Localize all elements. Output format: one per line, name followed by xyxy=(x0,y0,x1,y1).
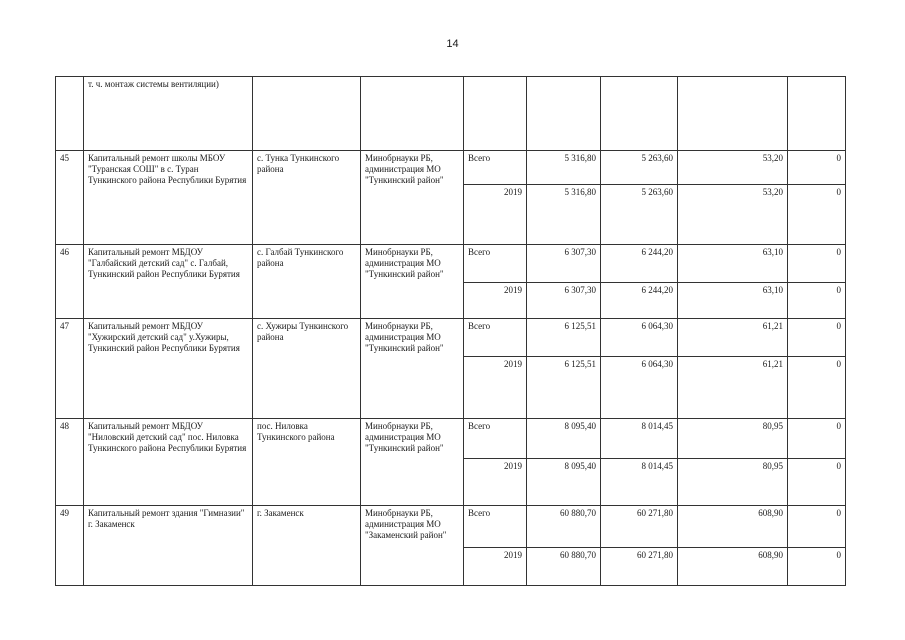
table-row xyxy=(56,506,846,548)
cell-amount-total: 5 316,80 xyxy=(527,151,601,185)
cell-amount-other: 0 xyxy=(788,245,846,283)
cell-name: Капитальный ремонт МБДОУ "Ниловский детский сад" пос. Ниловка Тункинского района Республики Бурятия xyxy=(84,419,253,506)
cell-period: 2019 xyxy=(464,357,527,419)
table-row xyxy=(56,319,846,357)
cell-period: 2019 xyxy=(464,459,527,506)
cell-amount-federal: 6 064,30 xyxy=(601,319,678,357)
cell-amount-total: 8 095,40 xyxy=(527,459,601,506)
cell-customer: Минобрнауки РБ, администрация МО "Тункинский район" xyxy=(361,419,464,506)
cell-customer: Минобрнауки РБ, администрация МО "Тункинский район" xyxy=(361,319,464,419)
cell-amount-regional: 53,20 xyxy=(678,151,788,185)
cell-period: 2019 xyxy=(464,283,527,319)
cell-amount-regional: 80,95 xyxy=(678,459,788,506)
cell-amount-federal: 6 244,20 xyxy=(601,283,678,319)
cell-period: Всего xyxy=(464,506,527,548)
cell-amount-other xyxy=(788,77,846,151)
cell-location xyxy=(253,77,361,151)
cell-period: Всего xyxy=(464,419,527,459)
cell-amount-federal: 6 064,30 xyxy=(601,357,678,419)
table-row xyxy=(56,151,846,185)
cell-amount-other: 0 xyxy=(788,185,846,245)
page-number: 14 xyxy=(446,38,459,50)
cell-amount-other: 0 xyxy=(788,459,846,506)
cell-period: 2019 xyxy=(464,185,527,245)
cell-amount-federal: 5 263,60 xyxy=(601,151,678,185)
cell-amount-total: 60 880,70 xyxy=(527,506,601,548)
cell-no: 49 xyxy=(56,506,84,586)
cell-name: Капитальный ремонт здания "Гимназии" г. Закаменск xyxy=(84,506,253,586)
cell-no: 47 xyxy=(56,319,84,419)
cell-location: с. Галбай Тункинского района xyxy=(253,245,361,319)
cell-amount-regional: 61,21 xyxy=(678,319,788,357)
cell-amount-other: 0 xyxy=(788,151,846,185)
cell-location: пос. Ниловка Тункинского района xyxy=(253,419,361,506)
cell-location: с. Хужиры Тункинского района xyxy=(253,319,361,419)
cell-period: 2019 xyxy=(464,548,527,586)
cell-customer: Минобрнауки РБ, администрация МО "Закаменский район" xyxy=(361,506,464,586)
cell-amount-total: 60 880,70 xyxy=(527,548,601,586)
cell-amount-regional: 63,10 xyxy=(678,283,788,319)
cell-amount-federal: 5 263,60 xyxy=(601,185,678,245)
cell-amount-other: 0 xyxy=(788,357,846,419)
cell-amount-federal: 60 271,80 xyxy=(601,506,678,548)
cell-amount-total: 6 125,51 xyxy=(527,357,601,419)
cell-amount-federal: 6 244,20 xyxy=(601,245,678,283)
cell-location: г. Закаменск xyxy=(253,506,361,586)
cell-period: Всего xyxy=(464,319,527,357)
cell-amount-regional xyxy=(678,77,788,151)
cell-location: с. Тунка Тункинского района xyxy=(253,151,361,245)
cell-no: 46 xyxy=(56,245,84,319)
cell-amount-regional: 608,90 xyxy=(678,506,788,548)
cell-no xyxy=(56,77,84,151)
cell-no: 48 xyxy=(56,419,84,506)
cell-amount-other: 0 xyxy=(788,319,846,357)
cell-customer: Минобрнауки РБ, администрация МО "Тункинский район" xyxy=(361,151,464,245)
cell-amount-total: 6 307,30 xyxy=(527,245,601,283)
program-table xyxy=(55,76,846,586)
cell-amount-total: 6 307,30 xyxy=(527,283,601,319)
cell-amount-federal: 60 271,80 xyxy=(601,548,678,586)
cell-amount-other: 0 xyxy=(788,283,846,319)
cell-amount-regional: 80,95 xyxy=(678,419,788,459)
cell-no: 45 xyxy=(56,151,84,245)
cell-period xyxy=(464,77,527,151)
cell-amount-total: 6 125,51 xyxy=(527,319,601,357)
cell-amount-total xyxy=(527,77,601,151)
cell-amount-regional: 53,20 xyxy=(678,185,788,245)
cell-amount-other: 0 xyxy=(788,419,846,459)
cell-name: Капитальный ремонт МБДОУ "Галбайский детский сад" с. Галбай, Тункинский район Республики Бурятия xyxy=(84,245,253,319)
cell-period: Всего xyxy=(464,151,527,185)
cell-amount-other: 0 xyxy=(788,506,846,548)
cell-name: т. ч. монтаж системы вентиляции) xyxy=(84,77,253,151)
table-row xyxy=(56,419,846,459)
cell-amount-total: 8 095,40 xyxy=(527,419,601,459)
cell-amount-regional: 63,10 xyxy=(678,245,788,283)
cell-customer: Минобрнауки РБ, администрация МО "Тункинский район" xyxy=(361,245,464,319)
table-row xyxy=(56,245,846,283)
cell-amount-federal: 8 014,45 xyxy=(601,419,678,459)
cell-period: Всего xyxy=(464,245,527,283)
cell-name: Капитальный ремонт МБДОУ "Хужирский детский сад" у.Хужиры, Тункинский район Республики Бурятия xyxy=(84,319,253,419)
cell-customer xyxy=(361,77,464,151)
cell-amount-federal: 8 014,45 xyxy=(601,459,678,506)
cell-amount-regional: 608,90 xyxy=(678,548,788,586)
cell-amount-regional: 61,21 xyxy=(678,357,788,419)
continuation-row xyxy=(56,77,846,151)
cell-amount-federal xyxy=(601,77,678,151)
cell-amount-other: 0 xyxy=(788,548,846,586)
cell-amount-total: 5 316,80 xyxy=(527,185,601,245)
cell-name: Капитальный ремонт школы МБОУ "Туранская СОШ" в с. Туран Тункинского района Республики Бурятия xyxy=(84,151,253,245)
